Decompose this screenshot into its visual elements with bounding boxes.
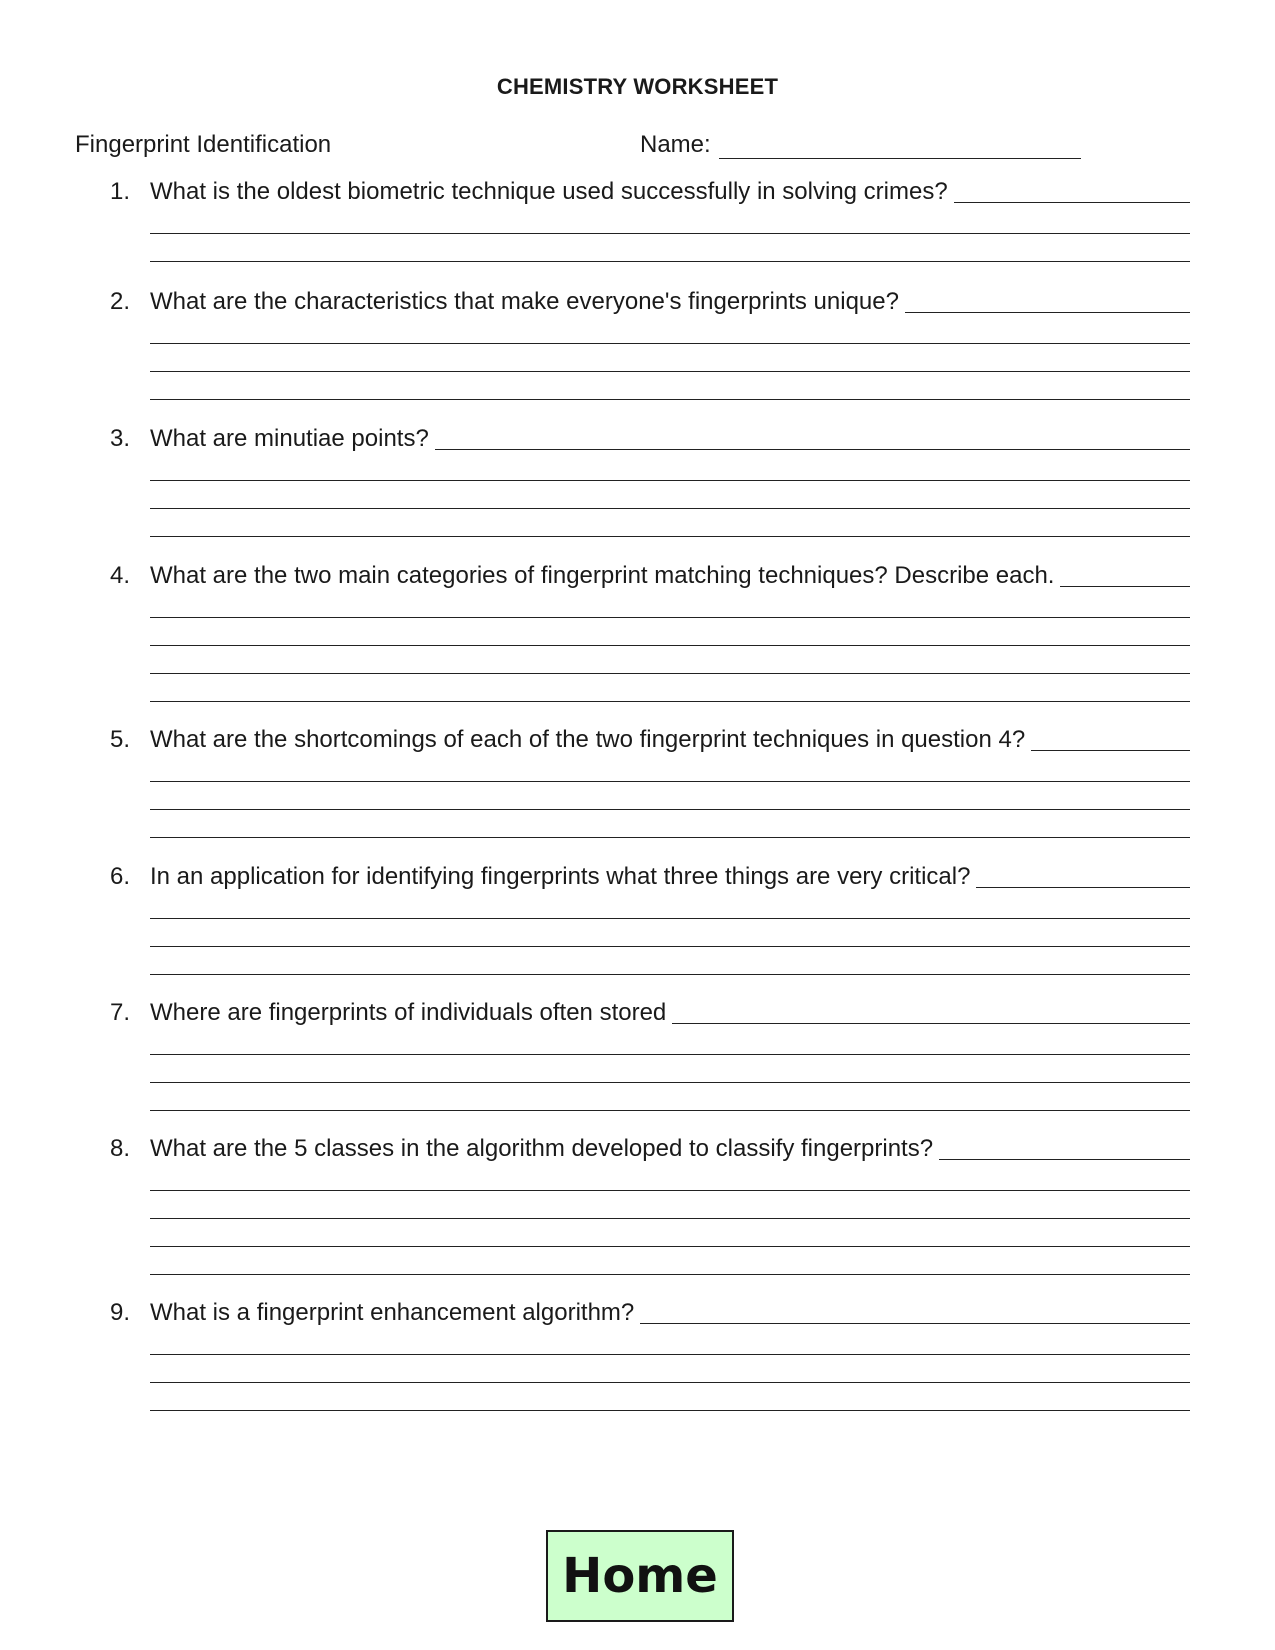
answer-line[interactable] (150, 344, 1190, 372)
question-row (110, 861, 1190, 891)
question-text: What is the oldest biometric technique used successfully in solving crimes? (150, 178, 948, 205)
question-text: What are minutiae points? (150, 425, 429, 452)
answer-line[interactable] (150, 1327, 1190, 1355)
question-item (110, 286, 1190, 400)
question-text: What is a fingerprint enhancement algorithm? (150, 1299, 635, 1326)
question-item (110, 724, 1190, 838)
question-item (110, 861, 1190, 975)
question-text: Where are fingerprints of individuals often stored (150, 999, 667, 1026)
question-number: 9. (110, 1299, 131, 1326)
answer-blank-inline[interactable] (435, 427, 1190, 450)
question-number: 5. (110, 726, 131, 753)
question-row (110, 724, 1190, 754)
question-row (110, 1297, 1190, 1327)
answer-blank-inline[interactable] (954, 180, 1190, 203)
answer-blank-inline[interactable] (672, 1001, 1190, 1024)
answer-blank-inline[interactable] (1031, 728, 1190, 751)
question-number: 8. (110, 1135, 131, 1162)
answer-blank-inline[interactable] (905, 290, 1190, 313)
answer-line[interactable] (150, 919, 1190, 947)
home-button[interactable]: Home (546, 1530, 734, 1622)
answer-blank-inline[interactable] (1060, 564, 1190, 587)
answer-line[interactable] (150, 618, 1190, 646)
question-number: 3. (110, 425, 131, 452)
question-text: What are the 5 classes in the algorithm developed to classify fingerprints? (150, 1135, 934, 1162)
name-field-row (640, 131, 1081, 159)
answer-line[interactable] (150, 1247, 1190, 1275)
question-item (110, 560, 1190, 702)
question-number: 4. (110, 562, 131, 589)
question-number: 2. (110, 288, 131, 315)
answer-line[interactable] (150, 316, 1190, 344)
answer-line[interactable] (150, 947, 1190, 975)
answer-line[interactable] (150, 782, 1190, 810)
question-row (110, 423, 1190, 453)
worksheet-subtitle: Fingerprint Identification (75, 131, 332, 158)
question-row (110, 176, 1190, 206)
answer-line[interactable] (150, 1383, 1190, 1411)
answer-line[interactable] (150, 674, 1190, 702)
answer-line[interactable] (150, 1191, 1190, 1219)
question-row (110, 560, 1190, 590)
question-item (110, 1133, 1190, 1275)
page-title: CHEMISTRY WORKSHEET (496, 74, 779, 99)
question-row (110, 286, 1190, 316)
answer-line[interactable] (150, 481, 1190, 509)
name-label: Name: (640, 131, 711, 158)
answer-line[interactable] (150, 1219, 1190, 1247)
answer-line[interactable] (150, 590, 1190, 618)
answer-line[interactable] (150, 1083, 1190, 1111)
name-blank-line[interactable] (719, 134, 1081, 159)
answer-line[interactable] (150, 509, 1190, 537)
answer-line[interactable] (150, 372, 1190, 400)
question-item (110, 176, 1190, 262)
answer-blank-inline[interactable] (939, 1137, 1190, 1160)
question-number: 6. (110, 863, 131, 890)
question-item (110, 1297, 1190, 1411)
question-item (110, 997, 1190, 1111)
answer-blank-inline[interactable] (976, 865, 1190, 888)
answer-line[interactable] (150, 891, 1190, 919)
answer-line[interactable] (150, 646, 1190, 674)
answer-blank-inline[interactable] (640, 1301, 1190, 1324)
answer-line[interactable] (150, 810, 1190, 838)
answer-line[interactable] (150, 1055, 1190, 1083)
answer-line[interactable] (150, 1163, 1190, 1191)
question-row (110, 997, 1190, 1027)
question-item (110, 423, 1190, 537)
question-text: What are the shortcomings of each of the two fingerprint techniques in question 4? (150, 726, 1026, 753)
answer-line[interactable] (150, 1355, 1190, 1383)
question-number: 7. (110, 999, 131, 1026)
answer-line[interactable] (150, 754, 1190, 782)
question-text: In an application for identifying fingerprints what three things are very critical? (150, 863, 971, 890)
question-row (110, 1133, 1190, 1163)
question-text: What are the two main categories of fingerprint matching techniques? Describe each. (150, 562, 1055, 589)
question-number: 1. (110, 178, 131, 205)
answer-line[interactable] (150, 1027, 1190, 1055)
question-text: What are the characteristics that make everyone's fingerprints unique? (150, 288, 899, 315)
answer-line[interactable] (150, 206, 1190, 234)
answer-line[interactable] (150, 234, 1190, 262)
answer-line[interactable] (150, 453, 1190, 481)
